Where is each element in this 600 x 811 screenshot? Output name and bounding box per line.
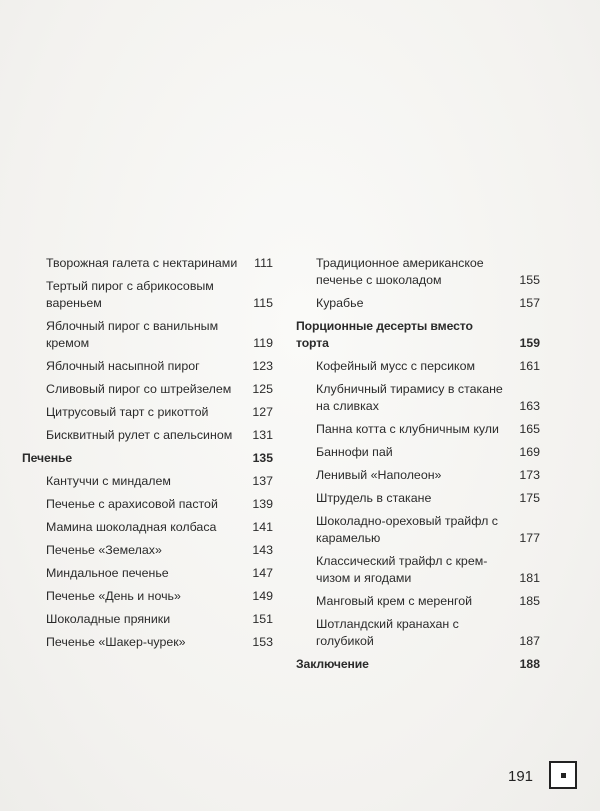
- toc-entry-title: Шотландский кранахан с голубикой: [316, 617, 459, 648]
- toc-entry-page: 155: [519, 273, 540, 287]
- toc-entry-page: 111: [254, 256, 273, 270]
- toc-entry: [296, 593, 540, 610]
- toc-section-page: 135: [252, 451, 273, 465]
- toc-entry: [296, 444, 540, 461]
- toc-entry: [22, 496, 273, 513]
- toc-right-column: [296, 255, 540, 679]
- toc-entry: [22, 381, 273, 398]
- toc-entry-page: 153: [252, 635, 273, 649]
- toc-entry-title: Яблочный пирог с ванильным кремом: [46, 319, 219, 350]
- toc-entry-page: 173: [519, 468, 540, 482]
- toc-entry: [296, 490, 540, 507]
- toc-entry: [296, 421, 540, 438]
- toc-entry: [296, 467, 540, 484]
- toc-entry: [22, 519, 273, 536]
- toc-entry: [22, 542, 273, 559]
- toc-entry-page: 123: [252, 359, 273, 373]
- toc-entry-page: 127: [252, 405, 273, 419]
- toc-entry-page: 125: [252, 382, 273, 396]
- toc-entry-page: 157: [519, 296, 540, 310]
- marker-dot: [561, 773, 566, 778]
- page-number: 191: [508, 768, 534, 785]
- toc-section: [296, 656, 540, 673]
- toc-entry-page: 163: [519, 399, 540, 413]
- toc-entry-title: Шоколадные пряники: [46, 612, 171, 626]
- toc-entry-page: 139: [252, 497, 273, 511]
- toc-entry-title: Штрудель в стакане: [316, 491, 432, 505]
- toc-entry-page: 115: [253, 296, 273, 310]
- toc-entry: [22, 473, 273, 490]
- toc-entry-title: Курабье: [316, 296, 364, 310]
- toc-section: [296, 318, 540, 352]
- toc-entry: [296, 295, 540, 312]
- toc-entry: [22, 565, 273, 582]
- toc-entry-page: 177: [519, 531, 540, 545]
- toc-entry-title: Кофейный мусс с персиком: [316, 359, 475, 373]
- toc-section-title: Заключение: [296, 657, 369, 671]
- toc-entry-title: Традиционное американское печенье с шоколадом: [316, 256, 484, 287]
- toc-entry: [296, 513, 540, 547]
- toc-entry-page: 151: [252, 612, 273, 626]
- toc-left-column: [22, 255, 273, 657]
- toc-entry-title: Печенье «Шакер-чурек»: [46, 635, 186, 649]
- toc-entry: [22, 358, 273, 375]
- toc-entry: [22, 427, 273, 444]
- toc-entry-title: Мамина шоколадная колбаса: [46, 520, 217, 534]
- toc-entry: [22, 611, 273, 628]
- toc-entry: [22, 634, 273, 651]
- page-marker-icon: [549, 761, 577, 789]
- toc-entry-page: 181: [519, 571, 540, 585]
- toc-entry: [22, 278, 273, 312]
- toc-entry-title: Творожная галета с нектаринами: [46, 256, 238, 270]
- toc-entry: [22, 404, 273, 421]
- toc-entry: [296, 358, 540, 375]
- toc-entry: [22, 588, 273, 605]
- toc-entry-page: 137: [252, 474, 273, 488]
- toc-entry: [22, 318, 273, 352]
- toc-entry: [22, 255, 273, 272]
- toc-entry-title: Кантуччи с миндалем: [46, 474, 171, 488]
- toc-section-title: Порционные десерты вместо торта: [296, 319, 473, 350]
- toc-entry-title: Печенье «День и ночь»: [46, 589, 181, 603]
- toc-entry-title: Цитрусовый тарт с рикоттой: [46, 405, 209, 419]
- toc-entry-title: Манговый крем с меренгой: [316, 594, 473, 608]
- toc-entry-title: Яблочный насыпной пирог: [46, 359, 200, 373]
- toc-entry-page: 131: [252, 428, 273, 442]
- toc-entry-page: 187: [519, 634, 540, 648]
- toc-entry-page: 149: [252, 589, 273, 603]
- toc-section-page: 159: [519, 336, 540, 350]
- toc-entry-title: Миндальное печенье: [46, 566, 169, 580]
- toc-entry-page: 161: [519, 359, 540, 373]
- toc-entry: [296, 255, 540, 289]
- toc-entry-page: 175: [519, 491, 540, 505]
- toc-entry: [296, 553, 540, 587]
- toc-section-title: Печенье: [22, 451, 73, 465]
- toc-section: [22, 450, 273, 467]
- toc-entry-page: 185: [519, 594, 540, 608]
- toc-entry-title: Классический трайфл с крем-чизом и ягодами: [316, 554, 488, 585]
- toc-entry-page: 147: [252, 566, 273, 580]
- toc-entry-title: Тертый пирог с абрикосовым вареньем: [46, 279, 214, 310]
- toc-entry-title: Печенье «Земелах»: [46, 543, 162, 557]
- toc-entry: [296, 381, 540, 415]
- toc-entry-title: Ленивый «Наполеон»: [316, 468, 442, 482]
- toc-entry-title: Шоколадно-ореховый трайфл с карамелью: [316, 514, 499, 545]
- toc-entry-title: Бисквитный рулет с апельсином: [46, 428, 233, 442]
- toc-entry-title: Панна котта с клубничным кули: [316, 422, 499, 436]
- toc-entry-title: Клубничный тирамису в стакане на сливках: [316, 382, 503, 413]
- toc-entry-page: 169: [519, 445, 540, 459]
- toc-entry-page: 165: [519, 422, 540, 436]
- toc-section-page: 188: [519, 657, 540, 671]
- toc-entry: [296, 616, 540, 650]
- toc-entry-page: 119: [253, 336, 273, 350]
- toc-entry-title: Печенье с арахисовой пастой: [46, 497, 218, 511]
- toc-entry-title: Сливовый пирог со штрейзелем: [46, 382, 232, 396]
- toc-entry-page: 141: [252, 520, 273, 534]
- toc-entry-page: 143: [252, 543, 273, 557]
- toc-entry-title: Баннофи пай: [316, 445, 393, 459]
